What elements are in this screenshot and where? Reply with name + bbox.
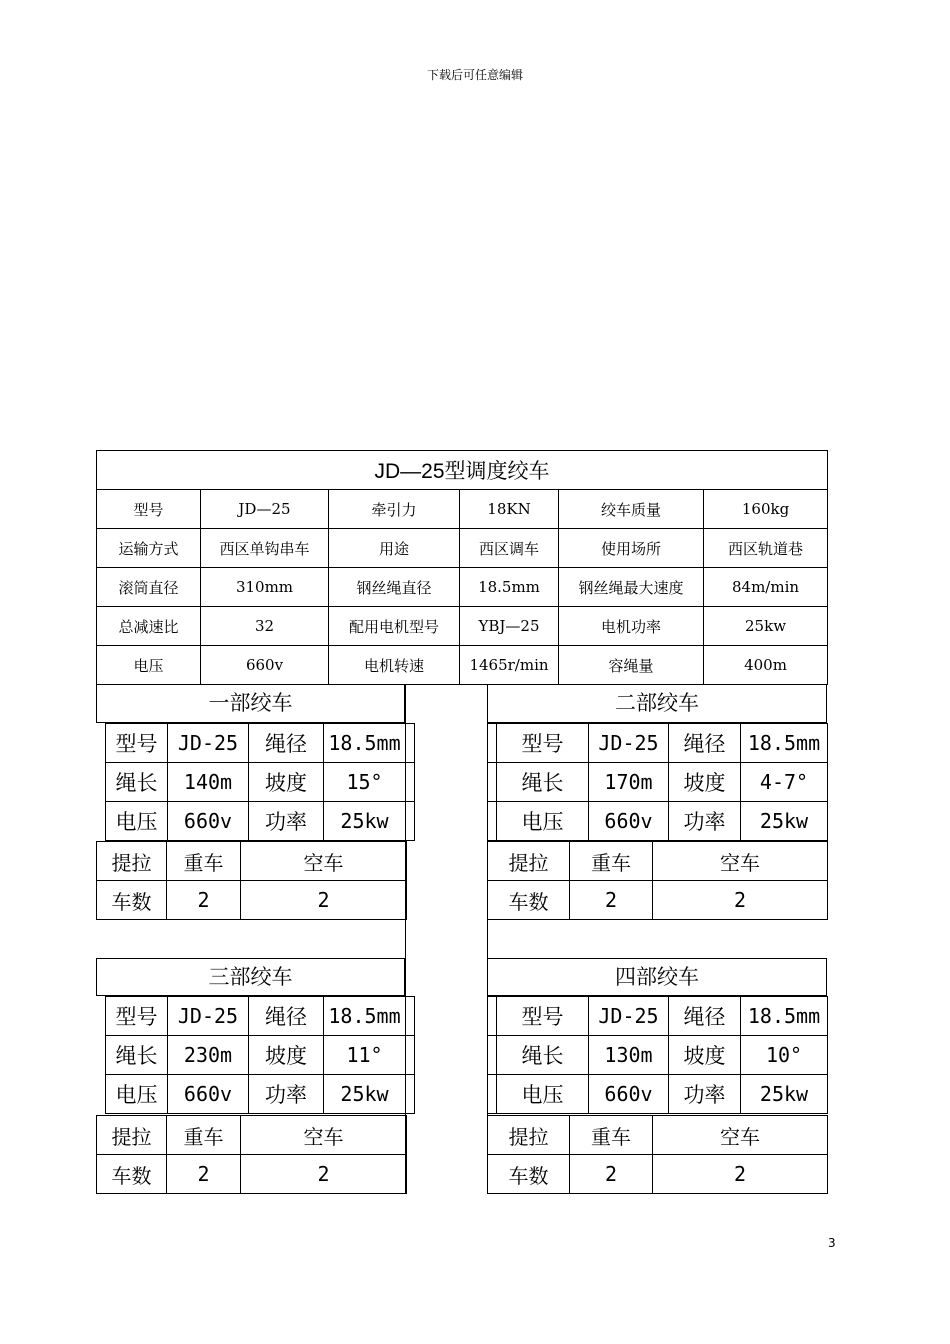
cell: JD—25 (201, 490, 329, 529)
table-row (488, 763, 828, 802)
winch-spec-table (96, 450, 828, 685)
cell: 25kw (741, 802, 828, 841)
cell: 型号 (497, 997, 589, 1036)
spacer-cell (488, 763, 497, 802)
cell: 绞车质量 (559, 490, 704, 529)
unit-title: 四部绞车 (487, 958, 827, 996)
spacer-cell (488, 724, 497, 763)
unit-title: 三部绞车 (96, 958, 405, 996)
table-row (488, 1036, 828, 1075)
cell: 电压 (97, 646, 201, 685)
cell: YBJ—25 (460, 607, 559, 646)
cell: 功率 (669, 802, 741, 841)
table-title: JD—25型调度绞车 (97, 451, 828, 490)
table-row (97, 1155, 407, 1194)
unit-spec-table (487, 996, 828, 1114)
cell: 功率 (249, 802, 324, 841)
unit-spec-table (105, 723, 415, 841)
unit-spec-table (487, 723, 828, 841)
cell: 绳长 (497, 763, 589, 802)
cell: 提拉 (488, 842, 570, 881)
cell: 配用电机型号 (329, 607, 460, 646)
cell: 型号 (106, 997, 168, 1036)
table-row (97, 646, 828, 685)
cell: 空车 (241, 842, 407, 881)
cell: 电机转速 (329, 646, 460, 685)
cell: 使用场所 (559, 529, 704, 568)
table-row (488, 724, 828, 763)
header-note: 下载后可任意编辑 (426, 68, 523, 82)
cell: 车数 (97, 881, 167, 920)
cell: 2 (167, 881, 241, 920)
cell: 车数 (488, 1155, 570, 1194)
cell: 钢丝绳直径 (329, 568, 460, 607)
cell: 11° (324, 1036, 406, 1075)
cell: 电压 (106, 802, 168, 841)
spacer-cell (406, 724, 415, 763)
spacer-cell (488, 997, 497, 1036)
table-row (106, 1075, 415, 1114)
table-row (106, 802, 415, 841)
cell: 电机功率 (559, 607, 704, 646)
cell: 西区单钩串车 (201, 529, 329, 568)
unit-pull-table (487, 1115, 828, 1194)
table-row (106, 763, 415, 802)
cell: 绳径 (669, 724, 741, 763)
cell: 170m (589, 763, 669, 802)
cell: 25kw (324, 802, 406, 841)
cell: 10° (741, 1036, 828, 1075)
table-row (488, 997, 828, 1036)
cell: 660v (168, 802, 249, 841)
cell: 车数 (97, 1155, 167, 1194)
cell: 车数 (488, 881, 570, 920)
cell: 功率 (669, 1075, 741, 1114)
page-number: 3 (828, 1236, 836, 1250)
spacer-cell (406, 763, 415, 802)
cell: 坡度 (249, 763, 324, 802)
spacer-cell (488, 802, 497, 841)
table-row (97, 1116, 407, 1155)
unit-title: 二部绞车 (487, 685, 827, 723)
cell: 2 (570, 1155, 653, 1194)
spacer-cell (406, 997, 415, 1036)
cell: 660v (589, 802, 669, 841)
cell: 牵引力 (329, 490, 460, 529)
table-row (106, 1036, 415, 1075)
cell: 660v (168, 1075, 249, 1114)
unit-pull-table (487, 841, 828, 920)
cell: 型号 (497, 724, 589, 763)
cell: 提拉 (488, 1116, 570, 1155)
cell: 2 (241, 1155, 407, 1194)
cell: 2 (653, 881, 828, 920)
cell: 310mm (201, 568, 329, 607)
cell: 1465r/min (460, 646, 559, 685)
table-row (488, 842, 828, 881)
table-row (106, 997, 415, 1036)
cell: 空车 (653, 842, 828, 881)
cell: 4-7° (741, 763, 828, 802)
table-row (488, 1116, 828, 1155)
cell: 18.5mm (460, 568, 559, 607)
unit-pull-table (96, 841, 407, 920)
spacer-cell (406, 802, 415, 841)
cell: 总减速比 (97, 607, 201, 646)
cell: 25kw (324, 1075, 406, 1114)
unit-spec-table (105, 996, 415, 1114)
table-row (97, 881, 407, 920)
cell: 用途 (329, 529, 460, 568)
cell: 130m (589, 1036, 669, 1075)
spacer-cell (488, 1036, 497, 1075)
cell: 提拉 (97, 1116, 167, 1155)
cell: JD-25 (589, 724, 669, 763)
cell: 空车 (241, 1116, 407, 1155)
cell: 32 (201, 607, 329, 646)
table-row (97, 490, 828, 529)
cell: 绳长 (497, 1036, 589, 1075)
cell: 绳长 (106, 1036, 168, 1075)
table-row (488, 881, 828, 920)
cell: 84m/min (704, 568, 828, 607)
cell: 绳径 (249, 724, 324, 763)
cell: JD-25 (589, 997, 669, 1036)
cell: 容绳量 (559, 646, 704, 685)
cell: 400m (704, 646, 828, 685)
cell: 重车 (570, 842, 653, 881)
cell: 坡度 (669, 763, 741, 802)
cell: 重车 (167, 1116, 241, 1155)
cell: 18.5mm (741, 724, 828, 763)
cell: 绳径 (669, 997, 741, 1036)
cell: 160kg (704, 490, 828, 529)
cell: 型号 (97, 490, 201, 529)
cell: 18.5mm (324, 724, 406, 763)
cell: 660v (589, 1075, 669, 1114)
cell: 钢丝绳最大速度 (559, 568, 704, 607)
cell: 西区轨道巷 (704, 529, 828, 568)
cell: 型号 (106, 724, 168, 763)
cell: 140m (168, 763, 249, 802)
table-row (97, 529, 828, 568)
unit-title: 一部绞车 (96, 685, 405, 723)
cell: 滚筒直径 (97, 568, 201, 607)
cell: 坡度 (249, 1036, 324, 1075)
cell: 电压 (106, 1075, 168, 1114)
cell: 2 (570, 881, 653, 920)
cell: 空车 (653, 1116, 828, 1155)
cell: 18.5mm (324, 997, 406, 1036)
cell: 2 (653, 1155, 828, 1194)
cell: 2 (167, 1155, 241, 1194)
cell: 18.5mm (741, 997, 828, 1036)
cell: 西区调车 (460, 529, 559, 568)
cell: 2 (241, 881, 407, 920)
cell: 15° (324, 763, 406, 802)
cell: JD-25 (168, 724, 249, 763)
table-row (97, 842, 407, 881)
cell: 25kw (741, 1075, 828, 1114)
cell: 绳长 (106, 763, 168, 802)
table-row (97, 568, 828, 607)
cell: 18KN (460, 490, 559, 529)
cell: 230m (168, 1036, 249, 1075)
cell: 电压 (497, 802, 589, 841)
table-row (488, 1075, 828, 1114)
unit-pull-table (96, 1115, 407, 1194)
cell: 提拉 (97, 842, 167, 881)
cell: 绳径 (249, 997, 324, 1036)
table-row (488, 802, 828, 841)
table-row (97, 607, 828, 646)
cell: JD-25 (168, 997, 249, 1036)
cell: 重车 (167, 842, 241, 881)
spacer-cell (406, 1036, 415, 1075)
cell: 坡度 (669, 1036, 741, 1075)
spacer-cell (488, 1075, 497, 1114)
cell: 25kw (704, 607, 828, 646)
table-row (106, 724, 415, 763)
cell: 运输方式 (97, 529, 201, 568)
cell: 重车 (570, 1116, 653, 1155)
cell: 电压 (497, 1075, 589, 1114)
cell: 660v (201, 646, 329, 685)
table-row (488, 1155, 828, 1194)
cell: 功率 (249, 1075, 324, 1114)
spacer-cell (406, 1075, 415, 1114)
